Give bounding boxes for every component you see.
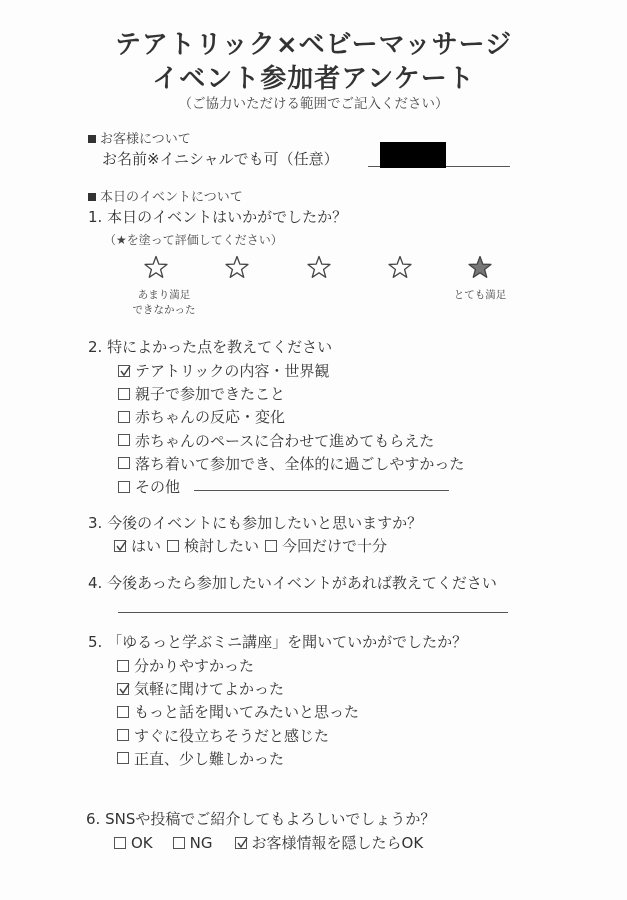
checkbox[interactable] <box>118 388 130 400</box>
option-item[interactable] <box>173 834 213 852</box>
option-item[interactable] <box>114 834 153 852</box>
rating-high-label: とても満足 <box>453 289 507 301</box>
q3-options <box>114 535 387 556</box>
q6-text: 6. SNSや投稿でご紹介してもよろしいでしょうか？ <box>86 810 436 828</box>
option-label: 正直、少し難しかった <box>134 749 285 768</box>
option-label: 気軽に聞けてよかった <box>134 680 285 699</box>
option-item[interactable] <box>117 655 254 676</box>
form-title-line2: イベント参加者アンケート <box>152 64 475 94</box>
option-item[interactable] <box>117 748 284 769</box>
checkbox[interactable] <box>114 837 126 849</box>
check-mark-icon <box>113 537 129 553</box>
option-label: お客様情報を隠したらOK <box>251 834 424 852</box>
option-item[interactable] <box>118 406 285 427</box>
option-label: 赤ちゃんの反応・変化 <box>135 408 286 427</box>
checkbox-checked[interactable] <box>117 683 129 695</box>
star-icon[interactable] <box>143 254 169 280</box>
form-subtitle: （ご協力いただける範囲でご記入ください） <box>178 96 449 112</box>
check-mark-icon <box>117 362 133 378</box>
option-label: 検討したい <box>184 537 260 555</box>
option-item[interactable] <box>118 430 434 451</box>
star-icon[interactable] <box>387 254 413 280</box>
form-title-line1: テアトリック×ベビーマッサージ <box>114 30 513 60</box>
option-item[interactable] <box>235 832 424 853</box>
check-mark-icon <box>234 834 250 850</box>
q4-text: 4. 今後あったら参加したいイベントがあれば教えてください <box>88 574 497 592</box>
checkbox[interactable] <box>118 481 130 493</box>
bullet-square-icon <box>88 193 96 201</box>
checkbox[interactable] <box>118 411 130 423</box>
q6-options <box>114 832 423 853</box>
q1-text: 1. 本日のイベントはいかがでしたか？ <box>88 208 348 226</box>
option-label: 落ち着いて参加でき、全体的に過ごしやすかった <box>135 454 465 473</box>
checkbox[interactable] <box>118 457 130 469</box>
option-item[interactable] <box>117 701 359 722</box>
option-label: もっと話を聞いてみたいと思った <box>134 703 360 722</box>
checkbox[interactable] <box>117 706 129 718</box>
checkbox[interactable] <box>265 540 277 552</box>
option-item[interactable] <box>118 476 180 497</box>
bullet-square-icon <box>88 135 96 143</box>
option-label: NG <box>189 833 213 852</box>
option-item[interactable] <box>117 725 329 746</box>
checkbox[interactable] <box>117 729 129 741</box>
star-icon[interactable] <box>224 254 250 280</box>
option-label: すぐに役立ちそうだと感じた <box>134 726 330 745</box>
option-label: その他 <box>135 478 181 496</box>
checkbox[interactable] <box>173 837 185 849</box>
option-label: 今回だけで十分 <box>282 537 388 555</box>
option-item[interactable] <box>118 453 464 474</box>
checkbox[interactable] <box>118 434 130 446</box>
option-label: テアトリックの内容・世界観 <box>135 362 330 380</box>
option-item[interactable] <box>118 383 285 404</box>
option-item[interactable] <box>265 535 387 556</box>
star-icon[interactable] <box>306 254 332 280</box>
name-label: お名前※イニシャルでも可（任意） <box>102 150 339 168</box>
checkbox[interactable] <box>117 752 129 764</box>
option-label: 赤ちゃんのペースに合わせて進めてもらえた <box>135 431 435 450</box>
checkbox-checked[interactable] <box>118 365 130 377</box>
check-mark-icon <box>116 680 132 696</box>
option-item[interactable] <box>117 678 284 699</box>
checkbox-checked[interactable] <box>114 540 126 552</box>
star-filled-icon[interactable] <box>467 254 493 280</box>
option-item[interactable] <box>167 535 259 556</box>
checkbox[interactable] <box>117 660 129 672</box>
checkbox[interactable] <box>167 540 179 552</box>
other-field[interactable] <box>194 474 449 491</box>
option-item[interactable] <box>118 360 329 381</box>
option-label: はい <box>131 537 162 555</box>
q1-note: （★を塗って評価してください） <box>104 233 283 247</box>
redaction-block <box>380 142 446 168</box>
checkbox-checked[interactable] <box>235 837 247 849</box>
option-label: 分かりやすかった <box>134 657 255 675</box>
option-label: OK <box>131 833 153 852</box>
event-section-heading: 本日のイベントについて <box>88 186 243 205</box>
option-label: 親子で参加できたこと <box>135 385 286 404</box>
customer-section-heading: お客様について <box>88 128 191 147</box>
q2-text: 2. 特によかった点を教えてください <box>88 338 333 356</box>
option-item[interactable] <box>114 535 161 556</box>
q5-text: 5. 「ゆるっと学ぶミニ講座」を聞いていかがでしたか？ <box>88 633 468 651</box>
rating-low-label: あまり満足 できなかった <box>132 289 196 316</box>
q3-text: 3. 今後のイベントにも参加したいと思いますか？ <box>88 514 423 532</box>
event-request-field[interactable] <box>118 596 508 613</box>
